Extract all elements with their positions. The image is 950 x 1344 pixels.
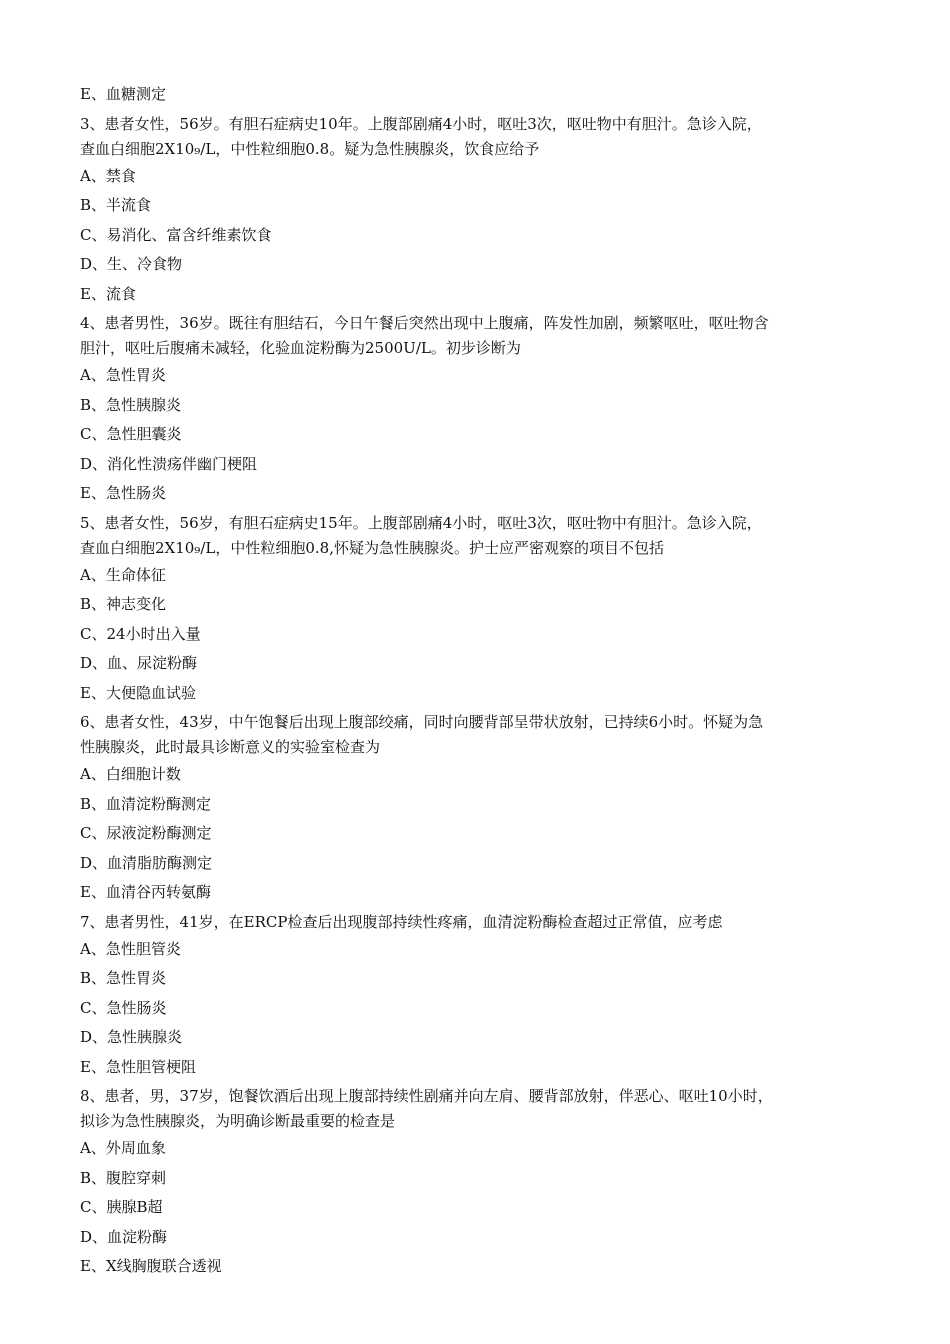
question-stem: [80, 1084, 870, 1134]
question-text-line: 6、患者女性，43岁，中午饱餐后出现上腹部绞痛，同时向腰背部呈带状放射，已持续6小时。怀疑为急: [80, 713, 764, 731]
answer-option: C、尿液淀粉酶测定: [80, 824, 212, 842]
question-list: [80, 112, 870, 1282]
question-stem: [80, 511, 870, 561]
answer-option: B、腹腔穿刺: [80, 1168, 167, 1187]
answer-option: A、急性胆管炎: [80, 939, 181, 958]
question-text-line: 查血白细胞2X10₉/L，中性粒细胞0.8。疑为急性胰腺炎，饮食应给予: [80, 139, 540, 158]
answer-option: C、急性胆囊炎: [80, 425, 182, 443]
answer-option: C、急性肠炎: [80, 998, 167, 1017]
question-block: [80, 511, 870, 709]
answer-option: E、血清谷丙转氨酶: [80, 883, 211, 901]
answer-option: D、消化性溃疡伴幽门梗阻: [80, 454, 258, 473]
question-text-line: 3、患者女性，56岁。有胆石症病史10年。上腹部剧痛4小时，呕吐3次，呕吐物中有胆汁。急诊入院，: [80, 114, 762, 133]
answer-option: D、血淀粉酶: [80, 1227, 168, 1246]
answer-option: E、急性肠炎: [80, 484, 166, 502]
answer-option: A、外周血象: [80, 1139, 166, 1157]
question-text-line: 7、患者男性，41岁，在ERCP检查后出现腹部持续性疼痛，血清淀粉酶检查超过正常值，应考虑: [80, 912, 723, 931]
question-stem: [80, 112, 870, 162]
answer-option: D、血清脂肪酶测定: [80, 853, 213, 872]
answer-option: E、X线胸腹联合透视: [80, 1257, 222, 1275]
answer-option: B、神志变化: [80, 595, 167, 613]
answer-option: B、急性胃炎: [80, 969, 167, 987]
question-block: [80, 112, 870, 310]
question-text-line: 拟诊为急性胰腺炎，为明确诊断最重要的检查是: [80, 1112, 396, 1130]
document-page: [80, 80, 870, 1282]
answer-option: D、生、冷食物: [80, 255, 183, 273]
answer-option: A、禁食: [80, 166, 136, 185]
answer-option: A、急性胃炎: [80, 366, 166, 384]
answer-option: A、白细胞计数: [80, 765, 181, 783]
answer-option: C、胰腺B超: [80, 1198, 163, 1216]
answer-option: D、血、尿淀粉酶: [80, 654, 198, 672]
answer-option: D、急性胰腺炎: [80, 1028, 183, 1046]
answer-option: B、急性胰腺炎: [80, 395, 182, 414]
question-text-line: 5、患者女性，56岁，有胆石症病史15年。上腹部剧痛4小时，呕吐3次，呕吐物中有胆汁。急诊入院，: [80, 513, 762, 532]
question-text-line: 8、患者，男，37岁，饱餐饮酒后出现上腹部持续性剧痛并向左肩、腰背部放射，伴恶心、呕吐10小时，: [80, 1087, 773, 1105]
answer-option: E、流食: [80, 284, 136, 303]
question-block: [80, 1084, 870, 1282]
question-text-line: 性胰腺炎，此时最具诊断意义的实验室检查为: [80, 738, 381, 756]
question-text-line: 胆汁，呕吐后腹痛未减轻，化验血淀粉酶为2500U/L。初步诊断为: [80, 339, 521, 357]
question-text-line: 4、患者男性，36岁。既往有胆结石，今日午餐后突然出现中上腹痛，阵发性加剧，频繁呕吐，呕吐物含: [80, 314, 769, 332]
question-block: [80, 311, 870, 509]
answer-option: E、急性胆管梗阻: [80, 1057, 196, 1076]
question-block: [80, 710, 870, 908]
answer-option: C、易消化、富含纤维素饮食: [80, 225, 272, 244]
answer-option: C、24小时出入量: [80, 624, 201, 643]
answer-option: B、半流食: [80, 196, 152, 214]
answer-option: A、生命体征: [80, 565, 166, 584]
question-block: [80, 910, 870, 1083]
question-stem: [80, 910, 870, 935]
question-text-line: 查血白细胞2X10₉/L，中性粒细胞0.8,怀疑为急性胰腺炎。护士应严密观察的项目不包括: [80, 538, 664, 557]
question-stem: [80, 311, 870, 361]
question-stem: [80, 710, 870, 760]
leading-option: E、血糖测定: [80, 85, 166, 103]
answer-option: B、血清淀粉酶测定: [80, 794, 212, 813]
answer-option: E、大便隐血试验: [80, 683, 196, 702]
